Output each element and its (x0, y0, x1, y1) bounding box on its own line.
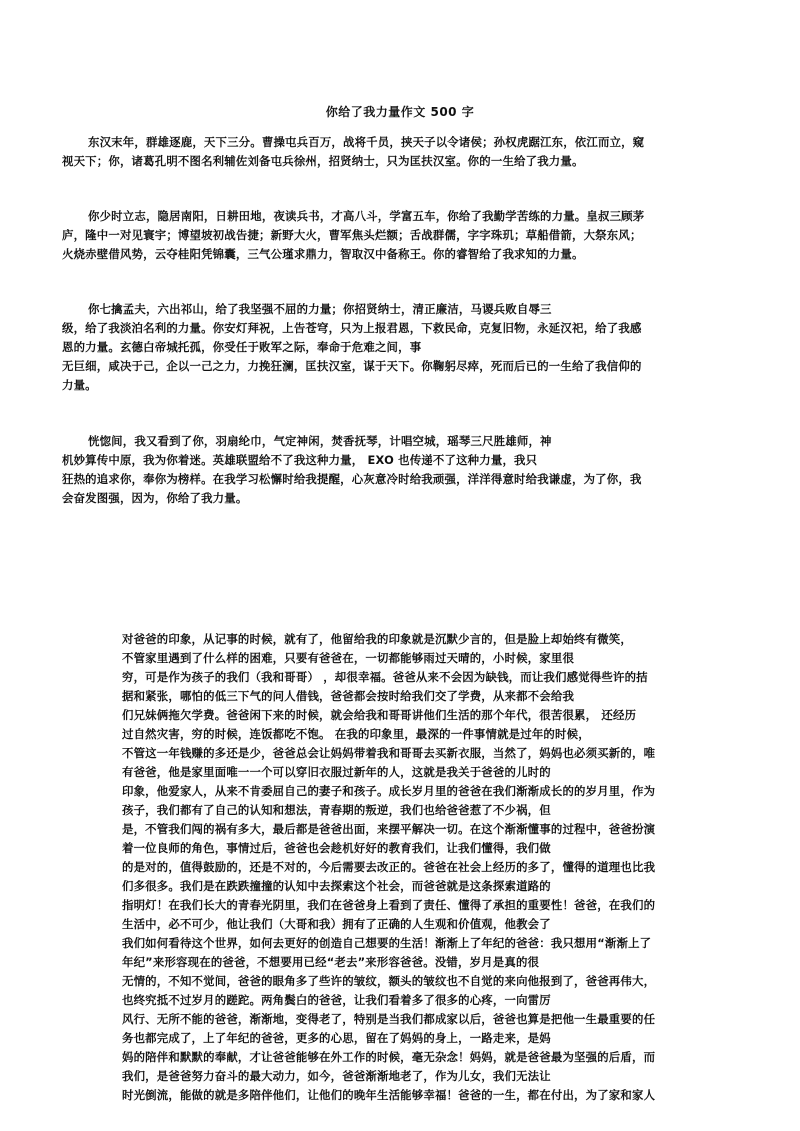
text-line-5: 们兄妹俩拖欠学费。爸爸闲下来的时候，就会给我和哥哥讲他们生活的那个年代，很苦很累， 还经历 (122, 708, 637, 722)
text-line-22: 务也都完成了，上了年纪的爸爸，更多的心思，留在了妈妈的身上，一路走来，是妈 (122, 1031, 551, 1045)
essay-p2-line-2: 庐，隆中一对见寰宇；博望坡初战告捷；新野大火，曹军焦头烂额；舌战群儒，字字珠玑；草船借箭，大祭东风； (62, 228, 642, 242)
text-line-20: 也终究抵不过岁月的蹉跎。两角鬓白的爸爸，让我们看着多了很多的心疼，一向雷厉 (122, 993, 551, 1007)
text-line-11: 是，不管我们闯的祸有多大，最后都是爸爸出面，来摆平解决一切。在这个渐渐懂事的过程中，爸爸扮演 (122, 822, 656, 836)
text-line-1: 对爸爸的印象，从记事的时候，就有了，他留给我的印象就是沉默少言的，但是脸上却始终有微笑， (122, 632, 632, 646)
essay-p4-line-2: 机妙算传中原，我为你着迷。英雄联盟给不了我这种力量， EXO 也传递不了这种力量，我只 (62, 453, 538, 467)
text-line-23: 妈的陪伴和默默的奉献，才让爸爸能够在外工作的时候，毫无杂念！妈妈，就是爸爸最为坚强的后盾，而 (122, 1050, 656, 1064)
essay-p2-line-1: 你少时立志，隐居南阳，日耕田地，夜读兵书，才高八斗，学富五车，你给了我勤学苦练的力量。皇叔三顾茅 (88, 209, 645, 223)
essay-p4-line-3: 狂热的追求你，奉你为榜样。在我学习松懈时给我提醒，心灰意冷时给我顽强，洋洋得意时给我谦虚，为了你，我 (62, 472, 642, 486)
essay-p2-line-3: 火烧赤壁借风势，云夺桂阳凭锦囊，三气公瑾求鼎力，智取汉中备称王。你的睿智给了我求知的力量。 (62, 247, 584, 261)
text-line-15: 指明灯！在我们长大的青春光阴里，我们在爸爸身上看到了责任、懂得了承担的重要性！爸爸，在我们的 (122, 898, 656, 912)
text-line-4: 据和紧张，哪怕的低三下气的问人借钱，爸爸都会按时给我们交了学费，从来都不会给我 (122, 689, 575, 703)
essay-p1-line-2: 视天下；你，诸葛孔明不图名利辅佐刘备屯兵徐州，招贤纳士，只为匡扶汉室。你的一生给了我力量。 (62, 154, 584, 168)
text-line-19: 无情的，不知不觉间，爸爸的眼角多了些许的皱纹，额头的皱纹也不自觉的来向他报到了，爸爸再伟大， (122, 974, 656, 988)
essay-p3-line-5: 力量。 (62, 378, 97, 392)
text-line-3: 穷，可是作为孩子的我们（我和哥哥） ，却很幸福。爸爸从来不会因为缺钱，而让我们感觉得些许的拮 (122, 670, 648, 684)
text-line-25: 时光倒流，能做的就是多陪伴他们，让他们的晚年生活能够幸福！爸爸的一生，都在付出，为了家和家人 (122, 1088, 656, 1102)
text-line-6: 过自然灾害，穷的时候，连饭都吃不饱。 在我的印象里，最深的一件事情就是过年的时候， (122, 727, 590, 741)
essay-p1-line-1: 东汉末年，群雄逐鹿，天下三分。曹操屯兵百万，战将千员，挟天子以令诸侯；孙权虎踞江东，依江而立，窥 (88, 135, 645, 149)
essay-p3-line-3: 恩的力量。玄德白帝城托孤，你受任于败军之际，奉命于危难之间，事 (62, 340, 422, 354)
text-line-17: 我们如何看待这个世界，如何去更好的创造自己想要的生活！渐渐上了年纪的爸爸：我只想用“渐渐上了 (122, 936, 652, 950)
text-line-13: 的是对的，值得鼓励的，还是不对的，今后需要去改正的。爸爸在社会上经历的多了，懂得的道理也比我 (122, 860, 656, 874)
document-title: 你给了我力量作文 500 字 (325, 105, 475, 119)
text-line-24: 我们，是爸爸努力奋斗的最大动力，如今，爸爸渐渐地老了，作为儿女，我们无法让 (122, 1069, 551, 1083)
text-line-14: 们多很多。我们是在跌跌撞撞的认知中去探索这个社会，而爸爸就是这条探索道路的 (122, 879, 551, 893)
essay-p4-line-4: 会奋发图强，因为，你给了我力量。 (62, 491, 248, 505)
text-line-18: 年纪”来形容现在的爸爸，不想要用已经“老去”来形容爸爸。没错，岁月是真的很 (122, 955, 540, 969)
text-line-16: 生活中，必不可少，他让我们（大哥和我）拥有了正确的人生观和价值观，他教会了 (122, 917, 551, 931)
text-line-7: 不管这一年钱赚的多还是少，爸爸总会让妈妈带着我和哥哥去买新衣服，当然了，妈妈也必须买新的，唯 (122, 746, 656, 760)
text-line-21: 风行、无所不能的爸爸，渐渐地，变得老了，特别是当我们都成家以后，爸爸也算是把他一生最重要的任 (122, 1012, 656, 1026)
essay-p3-line-4: 无巨细，咸决于己，企以一己之力，力挽狂澜，匡扶汉室，谋于天下。你鞠躬尽瘁，死而后已的一生给了我信仰的 (62, 359, 642, 373)
text-line-8: 有爸爸，他是家里面唯一一个可以穿旧衣服过新年的人，这就是我关于爸爸的儿时的 (122, 765, 551, 779)
essay-p3-line-1: 你七擒孟夫，六出祁山，给了我坚强不屈的力量；你招贤纳士，清正廉洁，马谡兵败自辱三 (88, 302, 552, 316)
essay-p3-line-2: 级，给了我淡泊名利的力量。你安灯拜祝，上告苍穹，只为上报君恩，下救民命，克复旧物，永延汉祀，给了我感 (62, 321, 642, 335)
text-line-2: 不管家里遇到了什么样的困难，只要有爸爸在，一切都能够雨过天晴的，小时候，家里很 (122, 651, 575, 665)
text-line-9: 印象，他爱家人，从来不肯委屈自己的妻子和孩子。成长岁月里的爸爸在我们渐渐成长的的岁月里，作为 (122, 784, 656, 798)
essay-p4-line-1: 恍惚间，我又看到了你，羽扇纶巾，气定神闲，焚香抚琴，计唱空城，瑶琴三尺胜雄师，神 (88, 434, 552, 448)
text-line-12: 着一位良师的角色，事情过后，爸爸也会趁机好好的教育我们，让我们懂得，我们做 (122, 841, 551, 855)
text-line-10: 孩子，我们都有了自己的认知和想法，青春期的叛逆，我们也给爸爸惹了不少祸，但 (122, 803, 551, 817)
